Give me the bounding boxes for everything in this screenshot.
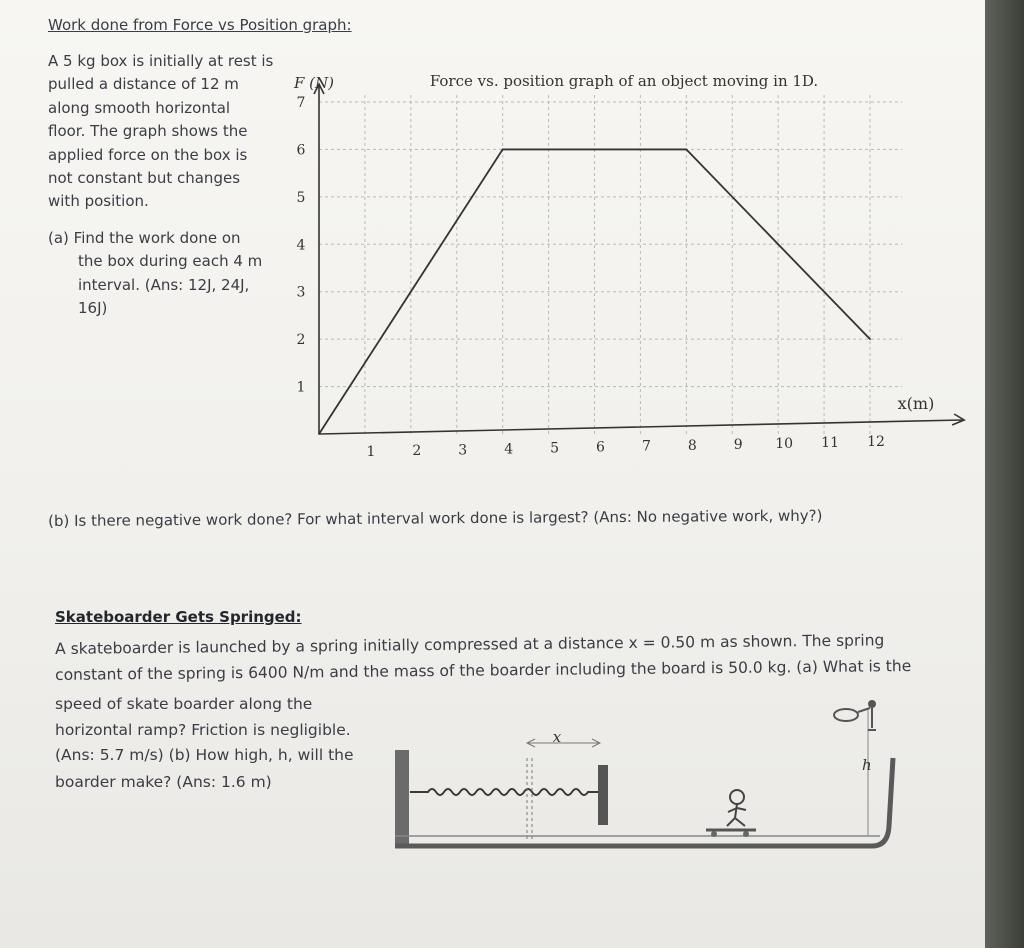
problem-line: pulled a distance of 12 m [48, 75, 239, 93]
problem-line: not constant but changes [48, 169, 241, 187]
problem-line: A 5 kg box is initially at rest is [48, 52, 274, 70]
x-axis-label: x(m) [897, 394, 935, 413]
part-a-line: 16J) [78, 299, 108, 317]
airborne-skateboarder-icon [834, 700, 876, 730]
y-tick-label: 2 [296, 332, 306, 349]
x-tick-label: 6 [596, 439, 605, 456]
problem2-line: A skateboarder is launched by a spring initially compressed at a distance x = 0.50 m as shown. The spring [55, 631, 885, 658]
spring-wall [395, 750, 409, 846]
problem-line: along smooth horizontal [48, 99, 231, 117]
x-tick-label: 3 [458, 442, 468, 459]
section2-title: Skateboarder Gets Springed: [55, 608, 302, 626]
skateboarder-icon [706, 790, 756, 837]
problem-line: applied force on the box is [48, 146, 248, 164]
x-tick-label: 11 [821, 435, 839, 452]
background-edge [985, 0, 1024, 948]
x-tick-label: 4 [504, 441, 514, 458]
problem2-line: speed of skate boarder along the [55, 695, 313, 713]
part-a-line: interval. (Ans: 12J, 24J, [78, 276, 250, 294]
x-tick-label: 8 [687, 437, 697, 454]
problem-line: with position. [48, 192, 149, 210]
spring-coils [410, 789, 598, 795]
y-axis-label: F (N) [293, 74, 335, 92]
x-tick-label: 5 [550, 440, 560, 457]
section1-title: Work done from Force vs Position graph: [48, 16, 352, 34]
y-tick-label: 1 [296, 379, 306, 396]
part-a-line: the box during each 4 m [78, 252, 263, 270]
x-tick-label: 2 [412, 443, 422, 460]
x-label: x [552, 728, 562, 746]
y-tick-label: 6 [296, 142, 306, 159]
spring-plate [598, 765, 608, 825]
x-tick-label: 12 [867, 434, 885, 451]
problem2-line: boarder make? (Ans: 1.6 m) [55, 773, 272, 791]
h-label: h [862, 756, 872, 774]
x-tick-label: 9 [733, 436, 743, 453]
problem-line: floor. The graph shows the [48, 122, 248, 140]
y-tick-label: 7 [296, 95, 306, 111]
x-tick-label: 7 [641, 438, 651, 455]
x-tick-label: 10 [775, 436, 794, 452]
x-tick-label: 1 [366, 444, 376, 461]
problem2-line: horizontal ramp? Friction is negligible. [55, 721, 351, 739]
y-tick-label: 3 [296, 284, 306, 301]
y-tick-label: 4 [296, 237, 306, 254]
ramp-track [395, 758, 893, 846]
problem2-line: constant of the spring is 6400 N/m and the mass of the boarder including the board is 50.0 kg. (a) What is the [55, 657, 912, 684]
y-tick-label: 5 [296, 189, 306, 206]
part-b-question: (b) Is there negative work done? For what interval work done is largest? (Ans: No negative work, why?) [48, 506, 823, 530]
chart-title: Force vs. position graph of an object moving in 1D. [429, 72, 819, 90]
problem2-line: (Ans: 5.7 m/s) (b) How high, h, will the [55, 746, 354, 764]
part-a-line: (a) Find the work done on [48, 229, 241, 247]
